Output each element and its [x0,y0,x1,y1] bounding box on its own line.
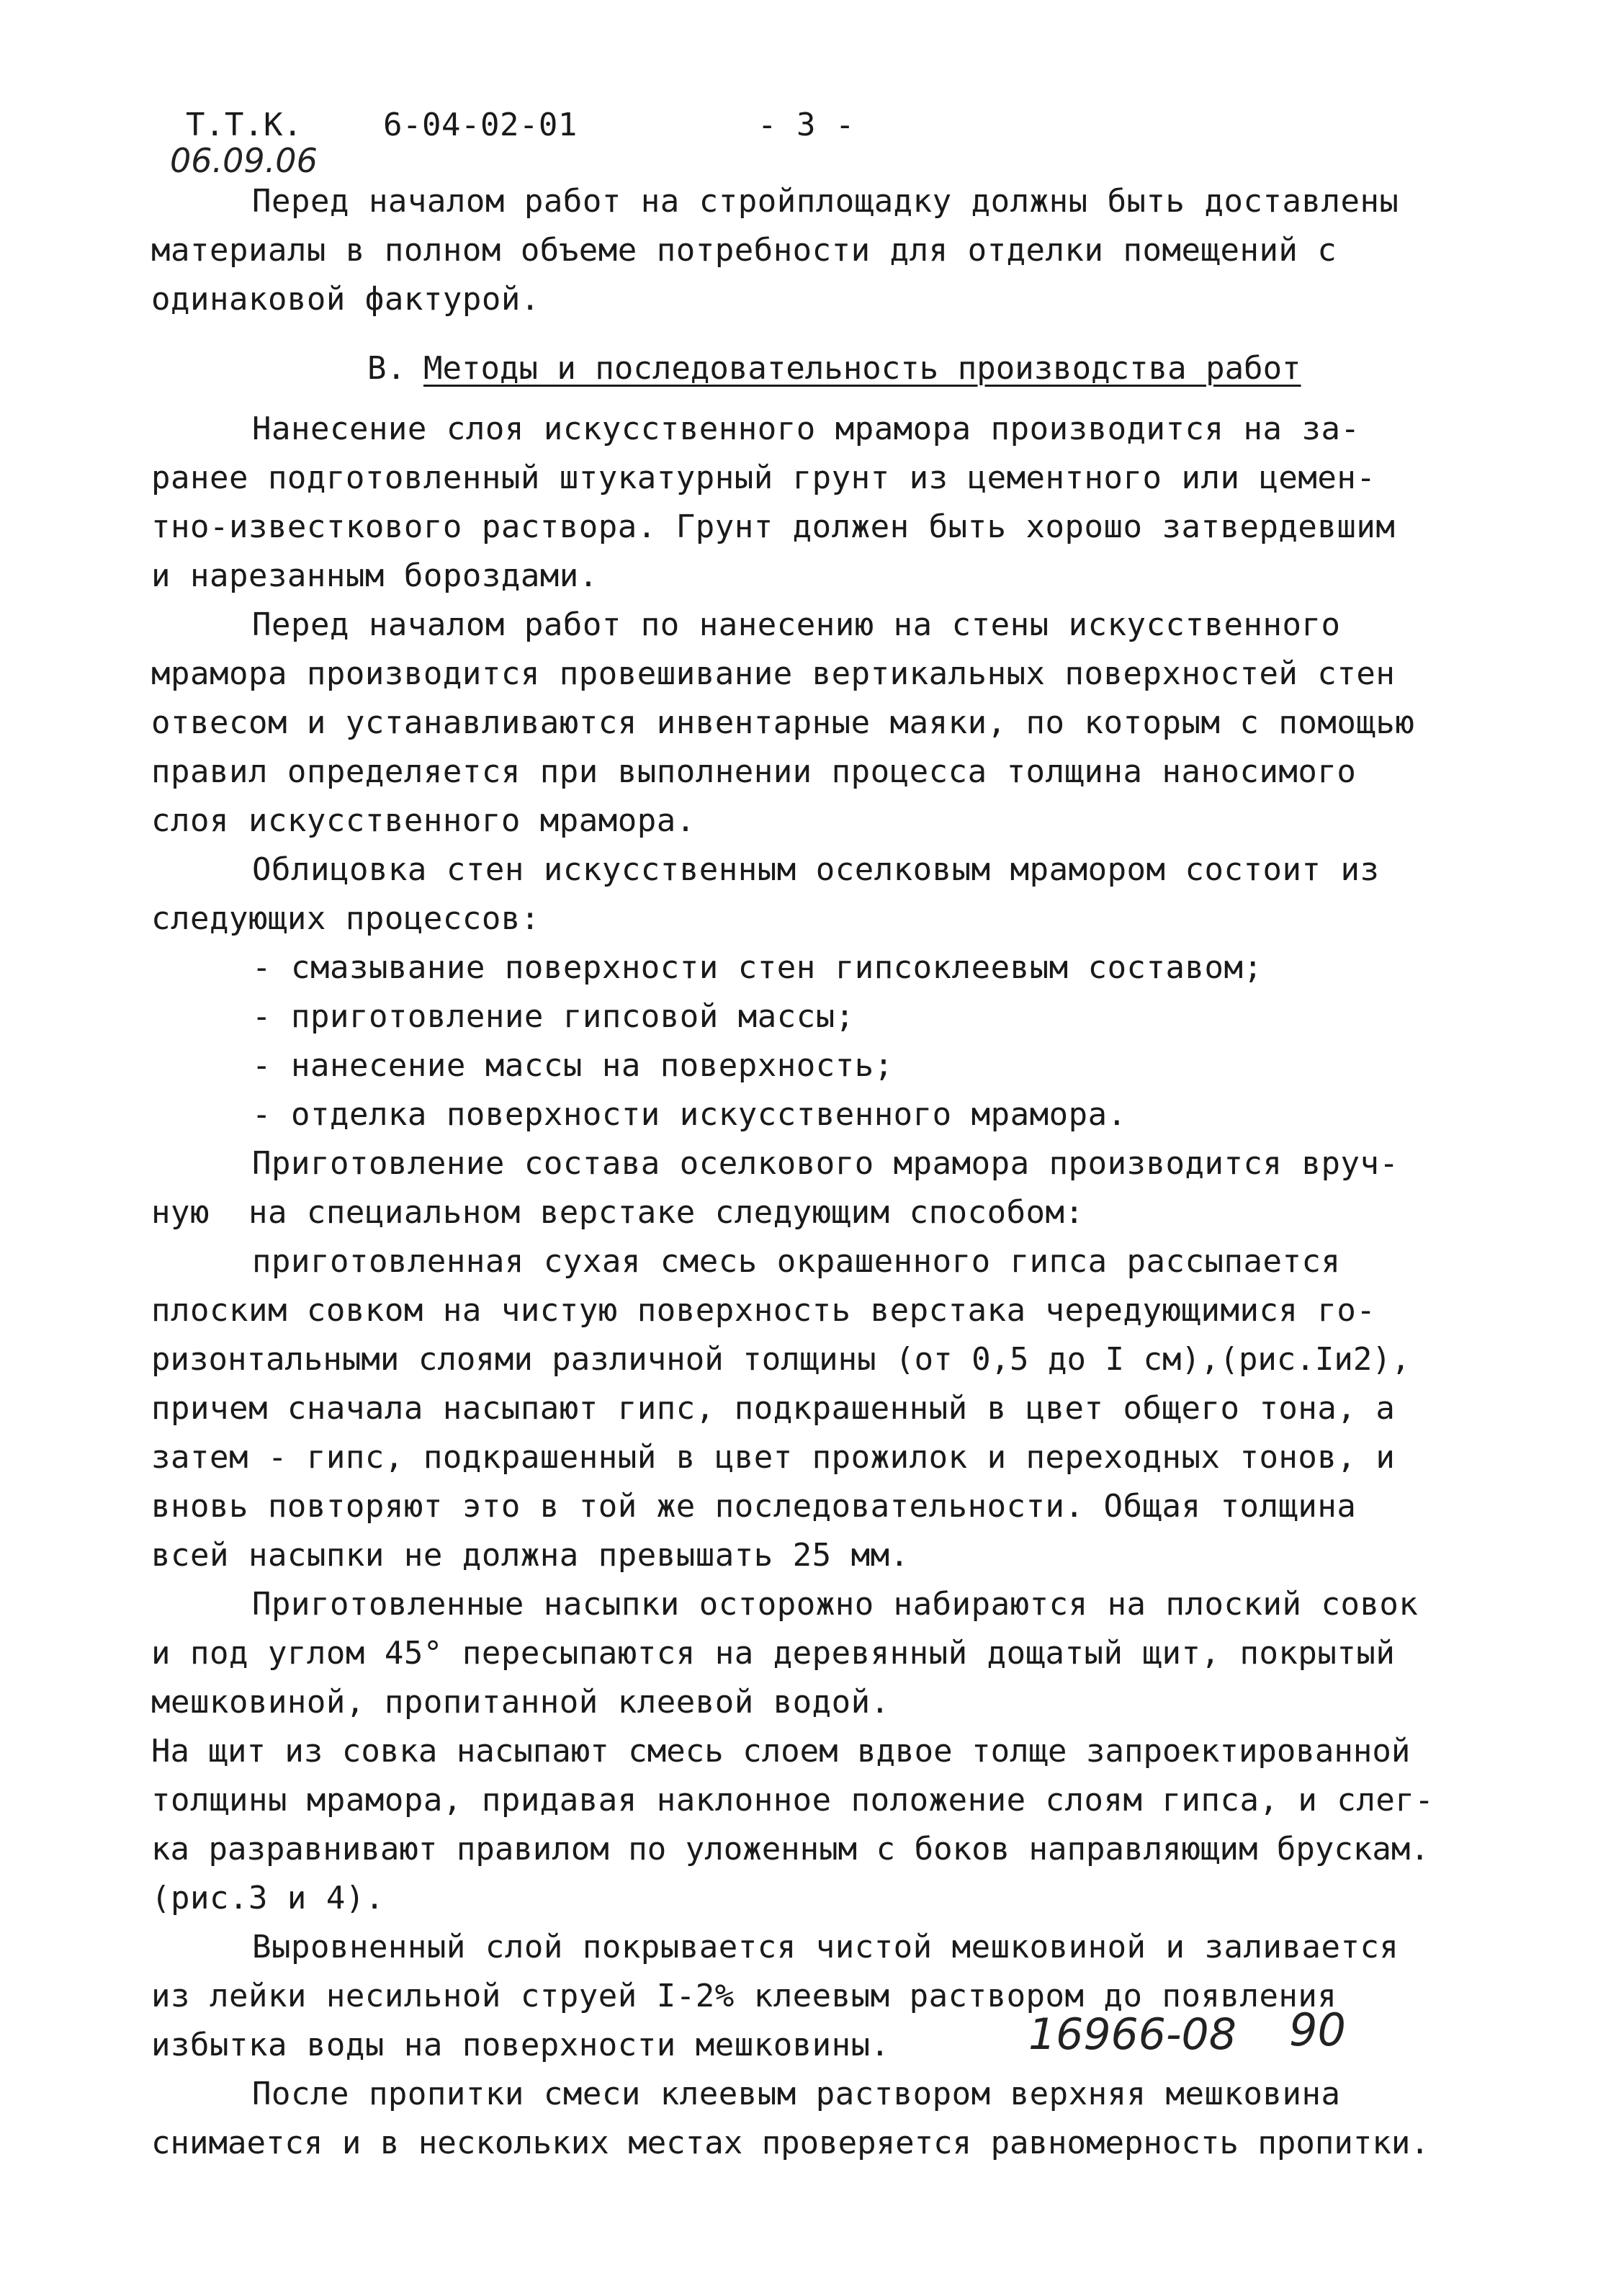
doc-code-prefix: Т.Т.К. [186,107,302,143]
body-line: Приготовление состава оселкового мрамора производится вруч- [252,1145,1399,1182]
handwritten-date: 06.09.06 [170,141,318,180]
body-line: Нанесение слоя искусственного мрамора производится на за- [252,411,1360,447]
section-title: Методы и последовательность производства работ [423,350,1301,387]
body-line: причем сначала насыпают гипс, подкрашенный в цвет общего тона, а [151,1390,1396,1427]
body-line: Перед началом работ по нанесению на стены искусственного [252,606,1341,643]
body-line: всей насыпки не должна превышать 25 мм. [151,1537,910,1574]
body-line: приготовленная сухая смесь окрашенного гипса рассыпается [252,1243,1341,1280]
page-number: - 3 - [758,107,855,143]
list-item: - смазывание поверхности стен гипсоклеевым составом; [252,949,1263,986]
body-line: ризонтальными слоями различной толщины (от 0,5 до I см),(рис.Iи2), [151,1341,1411,1378]
body-line: На щит из совка насыпают смесь слоем вдвое толще запроектированной [151,1733,1411,1770]
body-line: ранее подготовленный штукатурный грунт из цементного или цемен- [151,459,1376,496]
body-line: снимается и в нескольких местах проверяется равномерность пропитки. [151,2125,1429,2161]
body-line: тно-известкового раствора. Грунт должен быть хорошо затвердевшим [151,508,1396,545]
section-letter: В. [367,350,406,387]
body-line: плоским совком на чистую поверхность верстака чередующимися го- [151,1292,1376,1329]
body-line: слоя искусственного мрамора. [151,802,696,839]
body-line: Облицовка стен искусственным оселковым мрамором состоит из [252,851,1380,888]
body-line: Выровненный слой покрывается чистой мешковиной и заливается [252,1929,1399,1965]
body-line: (рис.3 и 4). [151,1880,385,1916]
body-line: мешковиной, пропитанной клеевой водой. [151,1684,890,1721]
body-line: отвесом и устанавливаются инвентарные маяки, по которым с помощью [151,704,1415,741]
body-line: из лейки несильной струей I-2% клеевым раствором до появления [151,1978,1337,2014]
body-line: Приготовленные насыпки осторожно набираются на плоский совок [252,1586,1419,1623]
doc-code: 6-04-02-01 [383,107,578,143]
body-line: затем - гипс, подкрашенный в цвет прожилок и переходных тонов, и [151,1439,1396,1476]
body-line: и нарезанным бороздами. [151,557,598,594]
body-line: вновь повторяют это в той же последовательности. Общая толщина [151,1488,1357,1525]
list-item: - нанесение массы на поверхность; [252,1047,894,1084]
body-line: После пропитки смеси клеевым раствором верхняя мешковина [252,2076,1341,2112]
body-line: одинаковой фактурой. [151,281,540,318]
body-line: избытка воды на поверхности мешковины. [151,2027,890,2063]
body-line: ка разравнивают правилом по уложенным с боков направляющим брускам. [151,1831,1429,1867]
handwritten-suffix: 90 [1289,2004,1346,2056]
list-item: - приготовление гипсовой массы; [252,998,855,1035]
handwritten-number: 16966-08 [1028,2009,1236,2060]
body-line: правил определяется при выполнении процесса толщина наносимого [151,753,1357,790]
body-line: ную на специальном верстаке следующим способом: [151,1194,1085,1231]
body-line: толщины мрамора, придавая наклонное положение слоям гипса, и слег- [151,1782,1435,1819]
body-line: следующих процессов: [151,900,540,937]
body-line: Перед началом работ на стройплощадку должны быть доставлены [252,183,1399,220]
body-line: мрамора производится провешивание вертикальных поверхностей стен [151,655,1396,692]
body-line: материалы в полном объеме потребности для отделки помещений с [151,232,1337,269]
body-line: и под углом 45° пересыпаются на деревянный дощатый щит, покрытый [151,1635,1396,1672]
list-item: - отделка поверхности искусственного мрамора. [252,1096,1127,1133]
